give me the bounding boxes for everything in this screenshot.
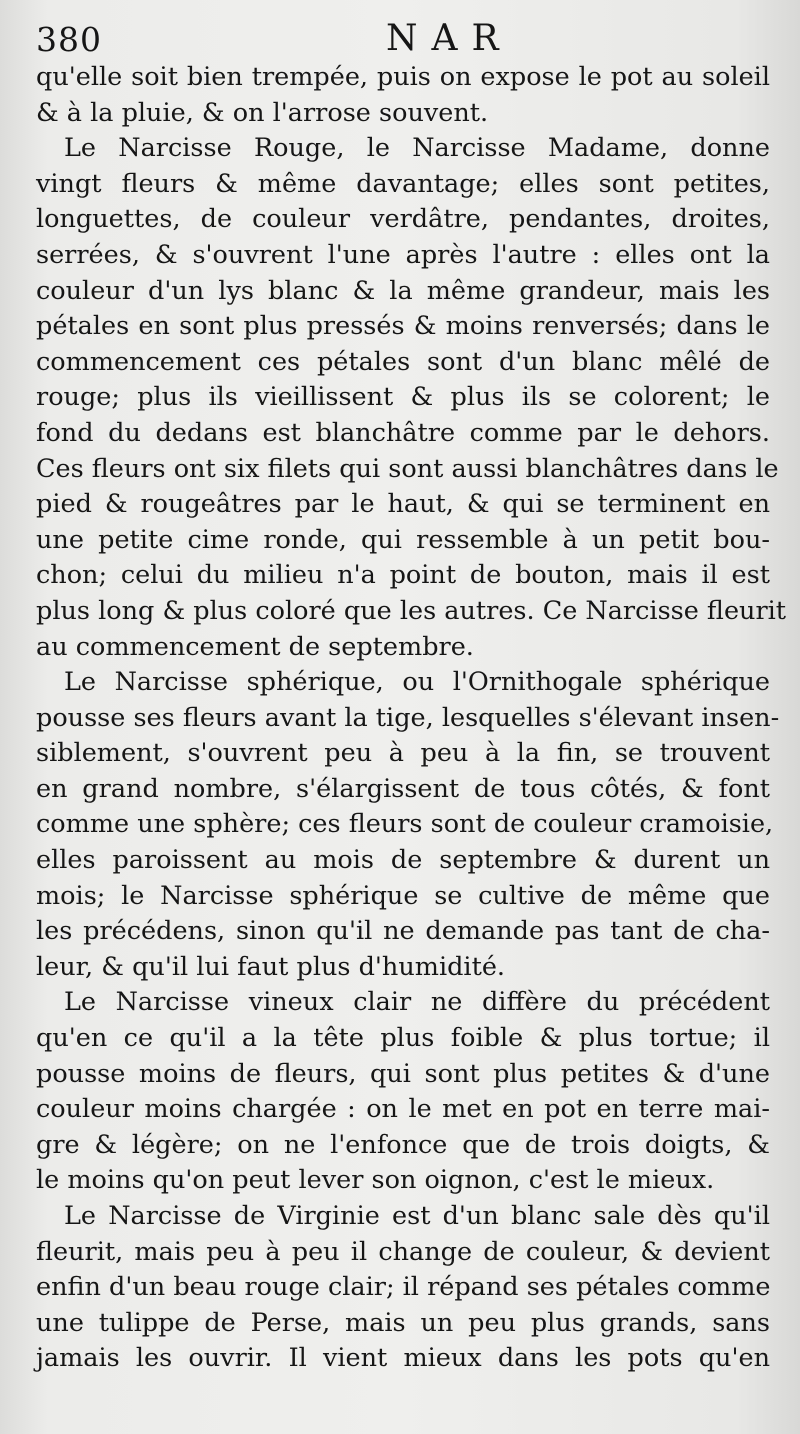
text-line: couleur moins chargée : on le met en pot en terre mai-: [36, 1094, 770, 1125]
text-line: Le Narcisse de Virginie est d'un blanc sale dès qu'il: [64, 1201, 770, 1231]
text-line: comme une sphère; ces fleurs sont de couleur cramoisie,: [36, 809, 774, 840]
page-header: [36, 12, 770, 62]
text-line: le moins qu'on peut lever son oignon, c'est le mieux.: [36, 1165, 715, 1196]
text-line: jamais les ouvrir. Il vient mieux dans les pots qu'en: [36, 1343, 770, 1374]
text-line: au commencement de septembre.: [36, 631, 474, 662]
text-line: plus long & plus coloré que les autres. Ce Narcisse fleurit: [36, 595, 787, 626]
text-line: pousse ses fleurs avant la tige, lesquelles s'élevant insen-: [36, 702, 780, 733]
body-text: [36, 60, 787, 1377]
running-head: NAR: [386, 18, 513, 59]
text-line: elles paroissent au mois de septembre & durent un: [36, 845, 770, 876]
text-line: commencement ces pétales sont d'un blanc mêlé de: [36, 346, 770, 377]
text-line: fond du dedans est blanchâtre comme par le dehors.: [36, 417, 770, 448]
text-line: une petite cime ronde, qui ressemble à un petit bou-: [36, 524, 770, 555]
text-line: pousse moins de fleurs, qui sont plus petites & d'une: [36, 1058, 770, 1089]
text-line: Ces fleurs ont six filets qui sont aussi blanchâtres dans le: [36, 453, 779, 484]
text-line: une tulippe de Perse, mais un peu plus grands, sans: [36, 1307, 770, 1338]
text-line: chon; celui du milieu n'a point de bouton, mais il est: [36, 560, 770, 591]
text-line: mois; le Narcisse sphérique se cultive de même que: [36, 880, 770, 911]
text-line: serrées, & s'ouvrent l'une après l'autre : elles ont la: [36, 239, 770, 270]
text-line: siblement, s'ouvrent peu à peu à la fin, se trouvent: [36, 738, 770, 769]
text-line: qu'elle soit bien trempée, puis on expose le pot au soleil: [36, 62, 770, 92]
text-line: enfin d'un beau rouge clair; il répand ses pétales comme: [36, 1272, 771, 1303]
text-line: couleur d'un lys blanc & la même grandeur, mais les: [36, 275, 770, 306]
text-line: Le Narcisse sphérique, ou l'Ornithogale sphérique: [64, 667, 770, 698]
text-line: pétales en sont plus pressés & moins renversés; dans le: [36, 311, 770, 342]
text-line: en grand nombre, s'élargissent de tous côtés, & font: [36, 773, 770, 804]
text-line: les précédens, sinon qu'il ne demande pas tant de cha-: [36, 916, 770, 947]
text-line: Le Narcisse Rouge, le Narcisse Madame, donne: [64, 133, 770, 164]
text-line: qu'en ce qu'il a la tête plus foible & plus tortue; il: [36, 1023, 770, 1054]
text-line: vingt fleurs & même davantage; elles sont petites,: [36, 168, 770, 199]
page-number: 380: [36, 20, 102, 59]
text-line: Le Narcisse vineux clair ne diffère du précédent: [64, 987, 770, 1018]
text-line: rouge; plus ils vieillissent & plus ils se colorent; le: [36, 382, 770, 413]
text-line: pied & rougeâtres par le haut, & qui se terminent en: [36, 489, 770, 520]
text-line: leur, & qu'il lui faut plus d'humidité.: [36, 951, 506, 982]
text-line: longuettes, de couleur verdâtre, pendantes, droites,: [36, 204, 770, 235]
text-line: fleurit, mais peu à peu il change de couleur, & devient: [36, 1236, 770, 1267]
text-line: & à la pluie, & on l'arrose souvent.: [36, 97, 489, 128]
text-line: gre & légère; on ne l'enfonce que de trois doigts, &: [36, 1129, 770, 1160]
